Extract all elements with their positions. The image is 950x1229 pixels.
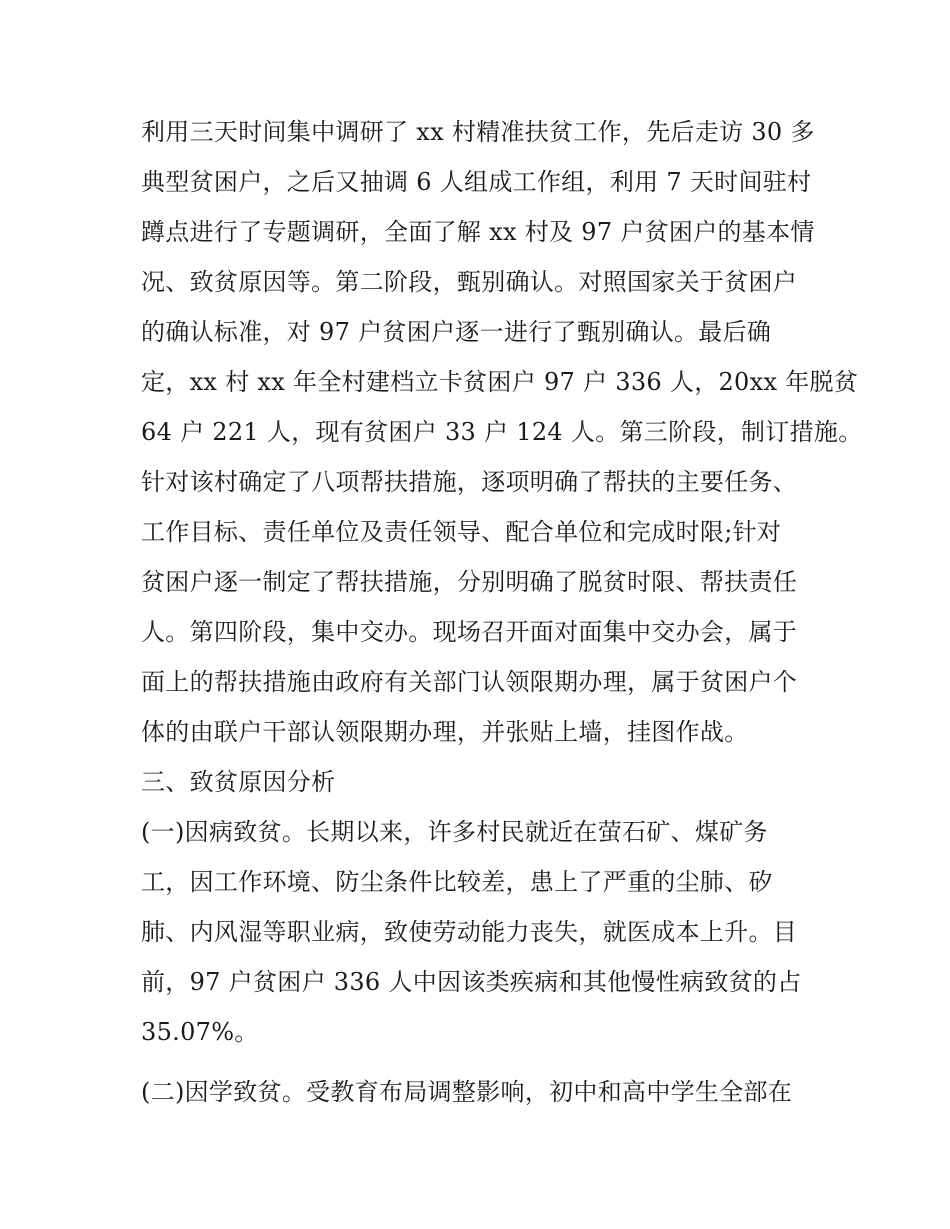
text-line: 况、致贫原因等。第二阶段，甄别确认。对照国家关于贫困户 — [141, 268, 798, 296]
text-line: 64 户 221 人，现有贫困户 33 户 124 人。第三阶段，制订措施。 — [141, 418, 863, 446]
text-line: 面上的帮扶措施由政府有关部门认领限期办理，属于贫困户个 — [141, 668, 798, 696]
text-line: 肺、内风湿等职业病，致使劳动能力丧失，就医成本上升。目 — [141, 918, 798, 946]
text-line: 典型贫困户，之后又抽调 6 人组成工作组，利用 7 天时间驻村 — [141, 168, 812, 196]
text-line: 体的由联户干部认领限期办理，并张贴上墙，挂图作战。 — [141, 718, 749, 746]
text-line: 工，因工作环境、防尘条件比较差，患上了严重的尘肺、矽 — [141, 868, 773, 896]
text-line: 定，xx 村 xx 年全村建档立卡贫困户 97 户 336 人，20xx 年脱贫 — [141, 368, 859, 396]
text-line: 利用三天时间集中调研了 xx 村精准扶贫工作，先后走访 30 多 — [141, 118, 815, 146]
section-heading: 三、致贫原因分析 — [141, 768, 336, 796]
text-line: 人。第四阶段，集中交办。现场召开面对面集中交办会，属于 — [141, 618, 798, 646]
text-line: 蹲点进行了专题调研，全面了解 xx 村及 97 户贫困户的基本情 — [141, 218, 815, 246]
text-line: 前，97 户贫困户 336 人中因该类疾病和其他慢性病致贫的占 — [141, 968, 802, 996]
text-line: (一)因病致贫。长期以来，许多村民就近在萤石矿、煤矿务 — [141, 818, 768, 846]
text-line: 工作目标、责任单位及责任领导、配合单位和完成时限;针对 — [141, 518, 782, 546]
text-line: (二)因学致贫。受教育布局调整影响，初中和高中学生全部在 — [141, 1078, 793, 1106]
text-line: 35.07%。 — [141, 1018, 259, 1046]
text-line: 的确认标准，对 97 户贫困户逐一进行了甄别确认。最后确 — [141, 318, 772, 346]
text-line: 针对该村确定了八项帮扶措施，逐项明确了帮扶的主要任务、 — [141, 468, 798, 496]
text-line: 贫困户逐一制定了帮扶措施，分别明确了脱贫时限、帮扶责任 — [141, 568, 798, 596]
